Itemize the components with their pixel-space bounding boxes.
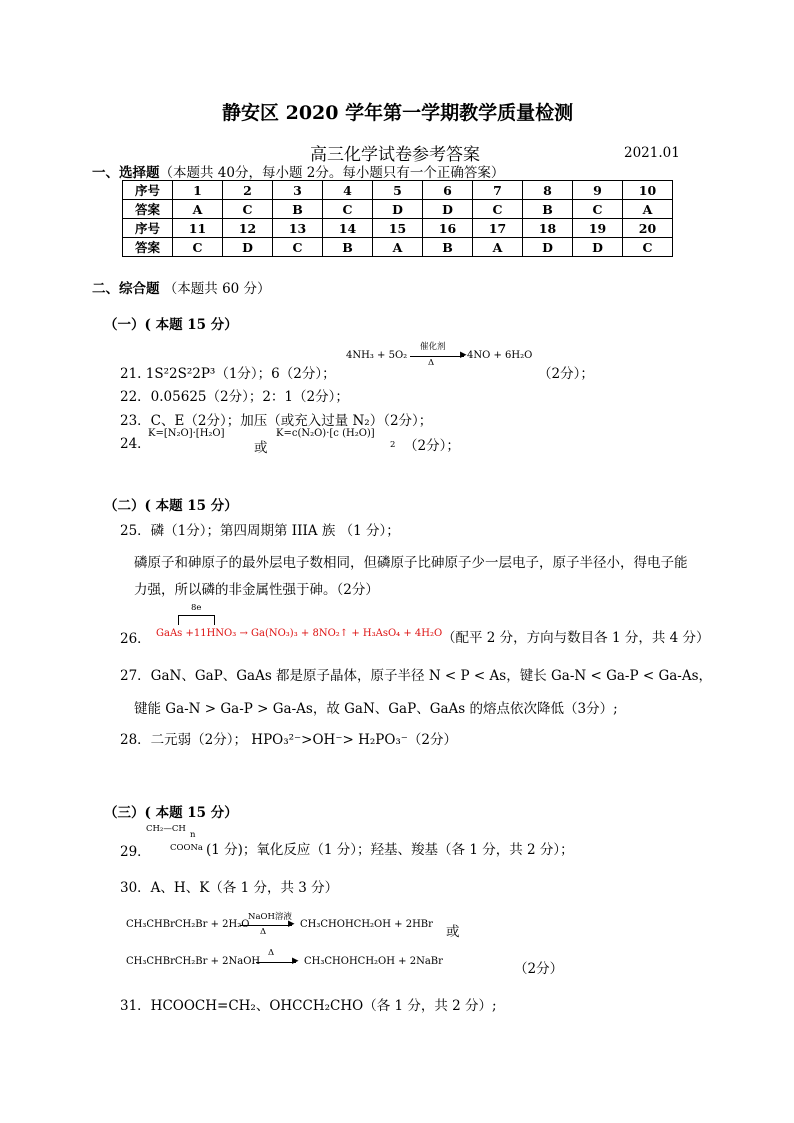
q21-eq-catalyst: 催化剂 xyxy=(420,342,446,352)
table-cell: 3 xyxy=(273,181,323,200)
q30-or: 或 xyxy=(446,924,460,940)
q24-k2: K=c(N₂O)·[c (H₂O)] xyxy=(276,428,375,439)
table-cell: B xyxy=(323,238,373,257)
q28-answer: 28．二元弱（2分）； HPO₃²⁻>OH⁻> H₂PO₃⁻（2分） xyxy=(120,732,458,748)
q31-answer: 31．HCOOCH=CH₂、OHCCH₂CHO（各 1 分，共 2 分）; xyxy=(120,998,497,1014)
table-cell: 10 xyxy=(623,181,673,200)
row-label-ans: 答案 xyxy=(123,238,173,257)
part3-heading: （三）( 本题 15 分） xyxy=(104,805,238,821)
table-cell: 9 xyxy=(573,181,623,200)
section2-note: （本题共 60 分） xyxy=(163,281,271,297)
section1-note: （本题共 40分，每小题 2分。每小题只有一个正确答案） xyxy=(159,165,505,181)
table-cell: 11 xyxy=(173,219,223,238)
q29-structure-n: n xyxy=(190,830,196,840)
section1-heading: 一、选择题 xyxy=(92,165,160,181)
q26-number: 26． xyxy=(120,631,151,647)
table-cell: C xyxy=(173,238,223,257)
q29-structure-sub: COONa xyxy=(170,843,203,853)
q21-eq-left: 4NH₃ + 5O₂ xyxy=(346,350,408,361)
section2-heading-line xyxy=(92,277,271,297)
table-cell: C xyxy=(623,238,673,257)
table-cell: 15 xyxy=(373,219,423,238)
table-cell: B xyxy=(523,200,573,219)
q21-eq-arrowhead-icon: ▶ xyxy=(460,350,467,360)
table-cell: 17 xyxy=(473,219,523,238)
table-cell: A xyxy=(373,238,423,257)
table-cell: 1 xyxy=(173,181,223,200)
table-cell: C xyxy=(223,200,273,219)
row-label-num: 序号 xyxy=(123,181,173,200)
row-label-num: 序号 xyxy=(123,219,173,238)
q21-eq-arrow xyxy=(410,356,464,357)
q30-eq2-arrowhead-icon: ▶ xyxy=(292,956,299,966)
q29-answer: (1 分)；氧化反应（1 分）；羟基、羧基（各 1 分，共 2 分）； xyxy=(206,842,574,858)
table-cell: 20 xyxy=(623,219,673,238)
part2-heading: （二）( 本题 15 分） xyxy=(104,498,238,514)
q26-electron-bracket xyxy=(178,615,215,625)
q30-answer: 30．A、H、K（各 1 分，共 3 分） xyxy=(120,880,339,896)
table-cell: D xyxy=(523,238,573,257)
table-cell: 16 xyxy=(423,219,473,238)
q26-equation: GaAs +11HNO₃ → Ga(NO₃)₃ + 8NO₂↑ + H₃AsO₄ + 4H₂O xyxy=(156,628,443,639)
table-cell: 6 xyxy=(423,181,473,200)
table-cell: A xyxy=(473,238,523,257)
q30-eq1-arrowhead-icon: ▶ xyxy=(288,919,295,929)
table-cell: 7 xyxy=(473,181,523,200)
q21-eq-delta: Δ xyxy=(428,358,435,368)
document-subtitle: 高三化学试卷参考答案 xyxy=(310,145,480,165)
q30-score: （2分） xyxy=(514,961,564,977)
table-cell: B xyxy=(273,200,323,219)
q30-eq1-condition: NaOH溶液 xyxy=(248,912,292,922)
answer-table xyxy=(122,180,673,257)
table-cell: 18 xyxy=(523,219,573,238)
table-cell: 13 xyxy=(273,219,323,238)
table-cell: 8 xyxy=(523,181,573,200)
q27-answer-2: 键能 Ga-N > Ga-P > Ga-As，故 GaN、GaP、GaAs 的熔点依次降低（3分）; xyxy=(134,701,618,717)
table-row xyxy=(123,181,673,200)
table-cell: D xyxy=(223,238,273,257)
table-cell: D xyxy=(373,200,423,219)
table-cell: C xyxy=(323,200,373,219)
row-label-ans: 答案 xyxy=(123,200,173,219)
document-title: 静安区 2020 学年第一学期教学质量检测 xyxy=(222,102,574,124)
table-cell: 12 xyxy=(223,219,273,238)
q24-number: 24． xyxy=(120,436,151,452)
q30-eq2-left: CH₃CHBrCH₂Br + 2NaOH xyxy=(126,956,261,967)
q29-structure-top: CH₂—CH xyxy=(146,824,186,834)
q26-electron-count: 8e xyxy=(191,603,202,613)
q30-eq1-left: CH₃CHBrCH₂Br + 2H₂O xyxy=(126,919,250,930)
q24-k1: K=[N₂O]·[H₂O] xyxy=(148,428,225,439)
q21-eq-right: 4NO + 6H₂O xyxy=(467,350,533,361)
table-cell: D xyxy=(423,200,473,219)
table-cell: 2 xyxy=(223,181,273,200)
table-cell: 5 xyxy=(373,181,423,200)
q24-exponent: 2 xyxy=(390,440,396,450)
table-cell: C xyxy=(473,200,523,219)
table-cell: 14 xyxy=(323,219,373,238)
table-row xyxy=(123,219,673,238)
section2-heading: 二、综合题 xyxy=(92,281,160,297)
table-cell: A xyxy=(173,200,223,219)
table-cell: B xyxy=(423,238,473,257)
table-cell: 4 xyxy=(323,181,373,200)
q30-eq2-right: CH₃CHOHCH₂OH + 2NaBr xyxy=(304,956,443,967)
table-cell: C xyxy=(573,200,623,219)
table-cell: 19 xyxy=(573,219,623,238)
q26-score: （配平 2 分，方向与数目各 1 分，共 4 分） xyxy=(442,630,710,646)
table-cell: A xyxy=(623,200,673,219)
table-cell: D xyxy=(573,238,623,257)
q25-answer: 25．磷（1分）；第四周期第 IIIA 族 （1 分）； xyxy=(120,523,400,539)
q24-or: 或 xyxy=(254,440,268,456)
q29-number: 29． xyxy=(120,844,151,860)
table-row xyxy=(123,238,673,257)
q24-score: （2分）； xyxy=(404,438,460,454)
document-date: 2021.01 xyxy=(624,145,680,161)
q23-answer: 23．C、E（2分）；加压（或充入过量 N₂）（2分）； xyxy=(120,413,433,429)
part1-heading: （一）( 本题 15 分） xyxy=(104,317,238,333)
q22-answer: 22．0.05625（2分）；2：1（2分）； xyxy=(120,389,349,405)
q30-eq2-arrow xyxy=(256,962,296,963)
table-cell: C xyxy=(273,238,323,257)
q30-eq1-delta: Δ xyxy=(260,927,267,937)
q30-eq1-arrow xyxy=(240,925,292,926)
q30-eq2-delta: Δ xyxy=(268,948,275,958)
section1-heading-line xyxy=(92,161,504,181)
q25-explanation-1: 磷原子和砷原子的最外层电子数相同，但磷原子比砷原子少一层电子，原子半径小，得电子能 xyxy=(134,555,688,571)
q21-answer: 21. 1S²2S²2P³（1分）；6（2分）； xyxy=(120,366,336,382)
q30-eq1-right: CH₃CHOHCH₂OH + 2HBr xyxy=(300,919,433,930)
q21-score: （2分）； xyxy=(538,366,594,382)
table-row xyxy=(123,200,673,219)
q27-answer-1: 27．GaN、GaP、GaAs 都是原子晶体，原子半径 N < P < As，键长 Ga-N < Ga-P < Ga-As， xyxy=(120,668,713,684)
q25-explanation-2: 力强，所以磷的非金属性强于砷。（2分） xyxy=(134,582,379,598)
